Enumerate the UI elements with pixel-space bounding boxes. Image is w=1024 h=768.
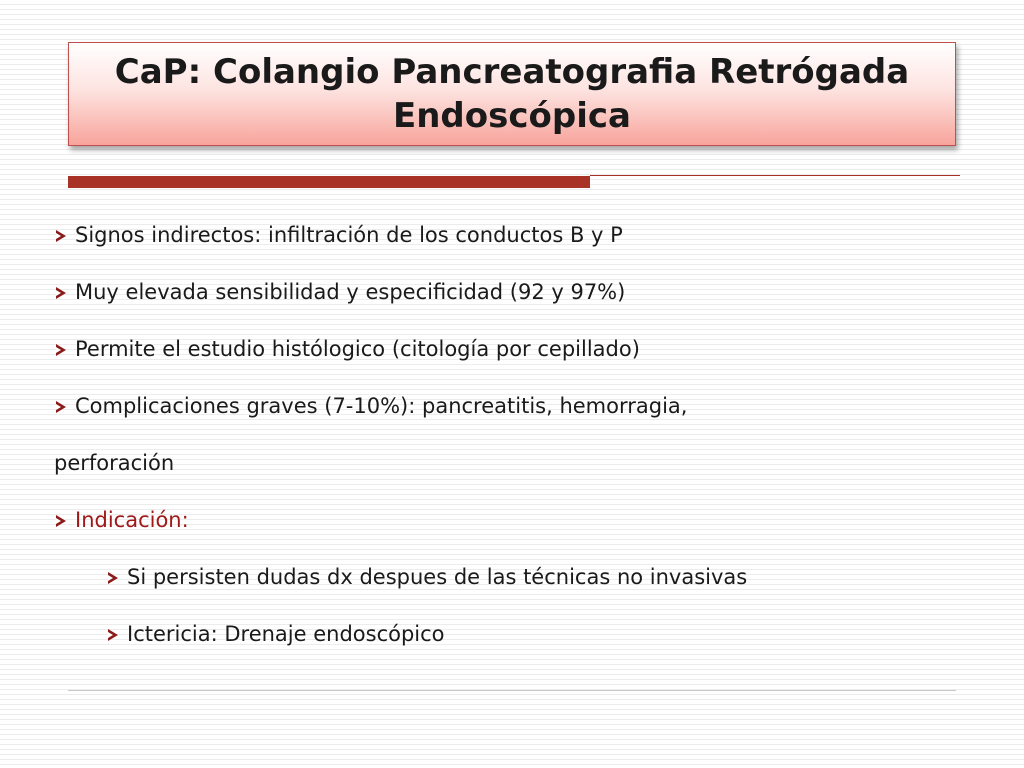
bullet-item-sensibilidad: [54, 264, 974, 321]
bullet-text-continued: perforación: [54, 451, 175, 475]
bullet-text: Signos indirectos: infiltración de los conductos B y P: [75, 223, 623, 247]
bullet-item-indicacion: [54, 492, 974, 549]
title-divider-thick: [68, 176, 590, 188]
bullet-text: Muy elevada sensibilidad y especificidad (92 y 97%): [75, 280, 626, 304]
bullet-text: Complicaciones graves (7-10%): pancreatitis, hemorragia,: [75, 394, 688, 418]
arrowhead-bullet-icon: [56, 230, 66, 242]
slide-title-line-1: CaP: Colangio Pancreatografia Retrógada: [114, 52, 910, 92]
arrowhead-bullet-icon: [108, 629, 118, 641]
slide-title-line-2: Endoscópica: [393, 96, 631, 136]
arrowhead-bullet-icon: [56, 287, 66, 299]
bullet-item-estudio: [54, 321, 974, 378]
sub-bullet-item-dudas: [54, 549, 974, 606]
arrowhead-bullet-icon: [108, 572, 118, 584]
bullet-item-complicaciones: [54, 378, 974, 435]
arrowhead-bullet-icon: [56, 401, 66, 413]
arrowhead-bullet-icon: [56, 344, 66, 356]
sub-bullet-item-ictericia: [54, 606, 974, 663]
bullet-list: [54, 207, 974, 663]
footer-divider: [68, 690, 956, 691]
sub-bullet-text: Si persisten dudas dx despues de las técnicas no invasivas: [127, 565, 748, 589]
sub-bullet-text: Ictericia: Drenaje endoscópico: [127, 622, 445, 646]
arrowhead-bullet-icon: [56, 515, 66, 527]
bullet-item-signos: [54, 207, 974, 264]
title-divider-thin: [590, 175, 960, 176]
slide-title-box: [68, 42, 956, 146]
bullet-heading-indicacion: Indicación:: [75, 508, 189, 532]
bullet-item-complicaciones-continued: [54, 435, 974, 492]
bullet-text: Permite el estudio histólogico (citología por cepillado): [75, 337, 640, 361]
slide-title: [101, 50, 923, 138]
